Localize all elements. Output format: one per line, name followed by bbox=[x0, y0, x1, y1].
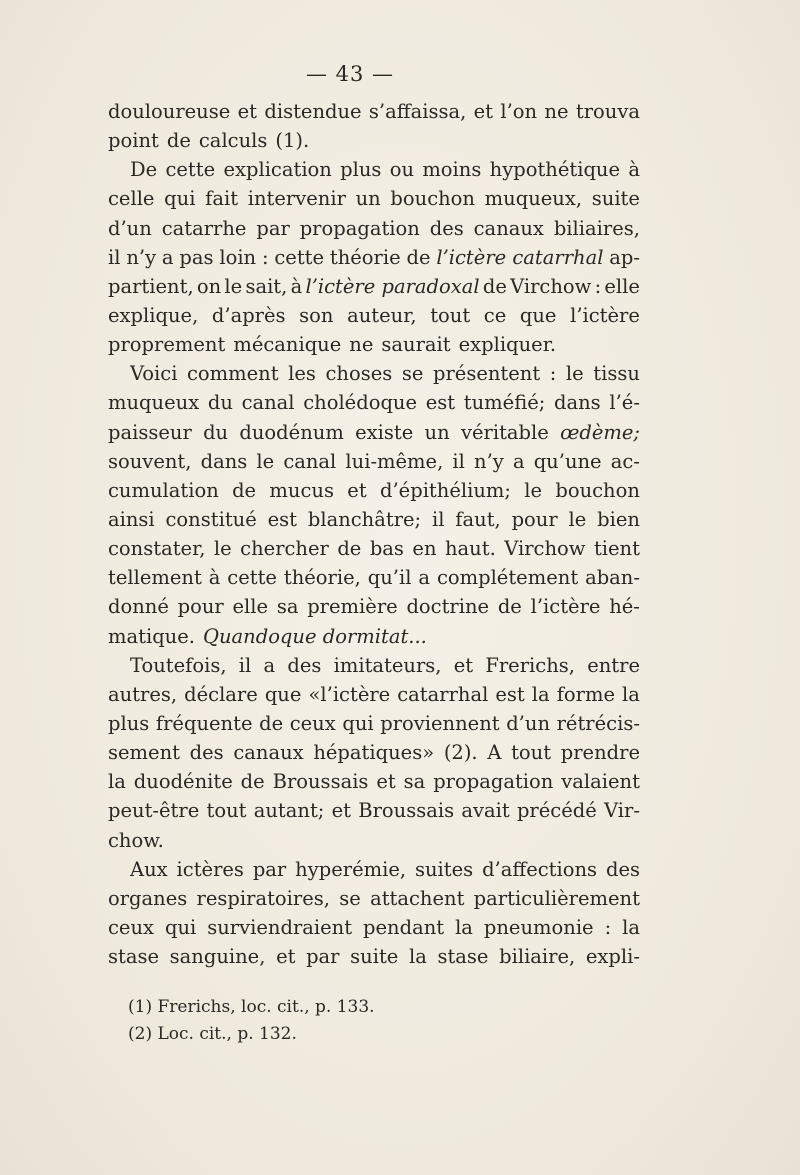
word: «l’ictère bbox=[308, 682, 391, 706]
word: et bbox=[331, 799, 351, 823]
word: chercher bbox=[240, 537, 329, 561]
word: du bbox=[207, 391, 233, 415]
word: qu’il bbox=[367, 566, 412, 590]
word: explication bbox=[223, 158, 332, 182]
word: d’épithélium; bbox=[379, 478, 511, 502]
word: des bbox=[287, 653, 322, 677]
word: n’y bbox=[126, 245, 157, 269]
word: tellement bbox=[108, 566, 202, 590]
word: point bbox=[108, 129, 159, 153]
word: catarrhe bbox=[161, 216, 247, 240]
word: (1). bbox=[275, 129, 310, 153]
word: hé- bbox=[609, 595, 640, 619]
word: Aux bbox=[130, 857, 168, 881]
word: imitateurs, bbox=[333, 653, 442, 677]
word: les bbox=[288, 362, 316, 386]
word: il bbox=[238, 653, 252, 677]
word: sa bbox=[403, 770, 426, 794]
word: son bbox=[299, 303, 334, 327]
word: ce bbox=[483, 303, 507, 327]
word: ne bbox=[544, 100, 569, 123]
word: qui bbox=[342, 711, 374, 735]
word: a bbox=[418, 566, 431, 590]
word: prendre bbox=[560, 741, 640, 765]
text-line bbox=[108, 330, 640, 359]
word: précédé bbox=[516, 799, 597, 823]
word: mucus bbox=[269, 478, 334, 502]
word: : bbox=[549, 362, 557, 386]
word: d’un bbox=[108, 216, 152, 240]
word: théorie bbox=[329, 245, 401, 269]
word: se bbox=[339, 886, 361, 910]
word: canaux bbox=[473, 216, 544, 240]
text-line bbox=[108, 942, 640, 971]
word: véritable bbox=[460, 420, 549, 444]
word: chow. bbox=[108, 828, 164, 852]
word: ceux bbox=[108, 915, 155, 939]
word: trouva bbox=[575, 100, 640, 123]
word: propagation bbox=[433, 770, 554, 794]
text-line bbox=[108, 680, 640, 709]
word: pour bbox=[511, 507, 558, 531]
word: présentent bbox=[432, 362, 541, 386]
text-line bbox=[108, 884, 640, 913]
word: celle bbox=[108, 187, 155, 211]
word: l’on bbox=[500, 100, 538, 123]
word: pneumonie bbox=[483, 915, 594, 939]
word: se bbox=[401, 362, 424, 386]
word: sa bbox=[276, 595, 299, 619]
word: Voici bbox=[130, 362, 178, 386]
text-line bbox=[108, 243, 640, 272]
text-line bbox=[108, 796, 640, 825]
word: s’affaissa, bbox=[368, 100, 467, 123]
word: le bbox=[256, 449, 275, 473]
word: qui bbox=[164, 915, 197, 939]
word: rétrécis- bbox=[556, 711, 640, 735]
word: de bbox=[337, 537, 362, 561]
word: le bbox=[565, 362, 584, 386]
word: ne bbox=[349, 333, 374, 357]
word: pour bbox=[177, 595, 224, 619]
word: l’ictère catarrhal bbox=[436, 245, 604, 269]
word: la bbox=[408, 945, 427, 969]
word: choses bbox=[325, 362, 393, 386]
word: distendue bbox=[264, 100, 362, 123]
word: biliaires, bbox=[553, 216, 640, 240]
word: cette bbox=[227, 566, 277, 590]
word: Frerichs, bbox=[485, 653, 575, 677]
word: a bbox=[263, 653, 276, 677]
word: (2). bbox=[443, 741, 478, 765]
word: doctrine bbox=[406, 595, 490, 619]
word: la bbox=[455, 915, 473, 939]
word: de bbox=[259, 711, 284, 735]
word: Broussais bbox=[272, 770, 369, 794]
word: tout bbox=[206, 799, 247, 823]
word: par bbox=[306, 945, 340, 969]
word: et bbox=[453, 653, 474, 677]
word: plus bbox=[108, 711, 150, 735]
word: catarrhal bbox=[397, 682, 489, 706]
word: plus bbox=[340, 158, 382, 182]
word: bien bbox=[597, 507, 640, 531]
word: qu’une bbox=[533, 449, 602, 473]
text-line bbox=[108, 534, 640, 563]
text-line bbox=[108, 563, 640, 592]
word: un bbox=[355, 187, 381, 211]
word: ictères bbox=[176, 857, 244, 881]
word: l’ictère paradoxal bbox=[305, 274, 480, 298]
word: intervenir bbox=[247, 187, 346, 211]
word: ap- bbox=[609, 245, 640, 269]
text-line bbox=[108, 301, 640, 330]
word: duodénum bbox=[239, 420, 344, 444]
word: hyperémie, bbox=[295, 857, 407, 881]
text-line bbox=[108, 184, 640, 213]
word: première bbox=[307, 595, 398, 619]
text-line bbox=[108, 97, 640, 126]
word: de bbox=[240, 770, 265, 794]
word: a bbox=[161, 245, 174, 269]
word: donné bbox=[108, 595, 169, 619]
word: explique, bbox=[108, 303, 199, 327]
word: que bbox=[264, 682, 302, 706]
word: Toutefois, bbox=[130, 653, 227, 677]
word: stase bbox=[437, 945, 489, 969]
word: d’un bbox=[506, 711, 551, 735]
word: pendant bbox=[363, 915, 445, 939]
word: bas bbox=[369, 537, 404, 561]
word: mécanique bbox=[233, 333, 342, 357]
word: tient bbox=[593, 537, 640, 561]
word: et bbox=[347, 478, 367, 502]
word: : bbox=[594, 274, 602, 298]
word: expliquer. bbox=[458, 333, 557, 357]
word: Broussais bbox=[358, 799, 455, 823]
text-line bbox=[108, 767, 640, 796]
word: douloureuse bbox=[108, 100, 231, 123]
word: sement bbox=[108, 741, 180, 765]
word: faut, bbox=[455, 507, 501, 531]
word: tout bbox=[430, 303, 471, 327]
word: du bbox=[203, 420, 229, 444]
footnote-1: (1) Frerichs, loc. cit., p. 133. bbox=[128, 997, 375, 1017]
word: constitué bbox=[165, 507, 257, 531]
word: autres, bbox=[108, 682, 178, 706]
word: la bbox=[622, 682, 640, 706]
text-line bbox=[108, 738, 640, 767]
word: la bbox=[108, 770, 126, 794]
text-line bbox=[108, 855, 640, 884]
word: respiratoires, bbox=[196, 886, 330, 910]
word: il bbox=[431, 507, 445, 531]
word: fait bbox=[205, 187, 239, 211]
word: d’affections bbox=[482, 857, 598, 881]
text-line bbox=[108, 214, 640, 243]
word: le bbox=[568, 507, 587, 531]
word: moins bbox=[422, 158, 482, 182]
word: tout bbox=[511, 741, 552, 765]
word: Virchow bbox=[504, 537, 586, 561]
word: ainsi bbox=[108, 507, 155, 531]
word: lui-même, bbox=[345, 449, 444, 473]
word: œdème; bbox=[560, 420, 640, 444]
text-line bbox=[108, 447, 640, 476]
footnote-2: (2) Loc. cit., p. 132. bbox=[128, 1024, 297, 1044]
word: muqueux bbox=[108, 391, 200, 415]
word: il bbox=[452, 449, 465, 473]
word: cette bbox=[165, 158, 216, 182]
word: de bbox=[406, 245, 431, 269]
word: tissu bbox=[593, 362, 640, 386]
word: Vir- bbox=[604, 799, 640, 823]
word: des bbox=[429, 216, 464, 240]
word: la bbox=[531, 682, 550, 706]
word: à bbox=[628, 158, 640, 182]
word: cumulation bbox=[108, 478, 219, 502]
word: le bbox=[524, 478, 543, 502]
word: auteur, bbox=[347, 303, 417, 327]
word: surviendraient bbox=[207, 915, 353, 939]
word: qui bbox=[164, 187, 196, 211]
word: saurait bbox=[381, 333, 451, 357]
word: en bbox=[412, 537, 437, 561]
word: propagation bbox=[299, 216, 420, 240]
text-line bbox=[108, 826, 640, 855]
word: l’é- bbox=[609, 391, 640, 415]
word: est bbox=[425, 391, 456, 415]
word: est bbox=[267, 507, 297, 531]
word: canaux bbox=[233, 741, 304, 765]
word: aban- bbox=[585, 566, 640, 590]
word: attachent bbox=[370, 886, 465, 910]
word: Quandoque dormitat... bbox=[202, 624, 427, 648]
word: de bbox=[482, 274, 507, 298]
word: suite bbox=[350, 945, 399, 969]
text-line bbox=[108, 505, 640, 534]
word: et bbox=[376, 770, 396, 794]
word: souvent, bbox=[108, 449, 192, 473]
word: un bbox=[424, 420, 450, 444]
word: a bbox=[512, 449, 525, 473]
text-line bbox=[108, 126, 640, 155]
word: elle bbox=[232, 595, 269, 619]
word: dans bbox=[553, 391, 601, 415]
word: complétement bbox=[436, 566, 579, 590]
text-line bbox=[108, 651, 640, 680]
word: n’y bbox=[474, 449, 504, 473]
text-line bbox=[108, 476, 640, 505]
word: tuméfié; bbox=[463, 391, 546, 415]
word: bouchon bbox=[555, 478, 640, 502]
word: existe bbox=[355, 420, 414, 444]
word: forme bbox=[556, 682, 615, 706]
text-line bbox=[108, 272, 640, 301]
word: : bbox=[604, 915, 612, 939]
word: loin bbox=[219, 245, 257, 269]
word: matique. bbox=[108, 624, 195, 648]
word: duodénite bbox=[133, 770, 233, 794]
word: et bbox=[473, 100, 494, 123]
word: pas bbox=[179, 245, 214, 269]
word: : bbox=[261, 245, 269, 269]
page-number: — 43 — bbox=[305, 62, 395, 86]
word: entre bbox=[587, 653, 640, 677]
word: particulièrement bbox=[473, 886, 640, 910]
word: A bbox=[487, 741, 502, 765]
word: Virchow bbox=[510, 274, 592, 298]
word: hépatiques» bbox=[313, 741, 435, 765]
word: suites bbox=[414, 857, 474, 881]
word: avait bbox=[461, 799, 510, 823]
word: le bbox=[213, 537, 232, 561]
word: haut. bbox=[445, 537, 496, 561]
word: on bbox=[196, 274, 222, 298]
word: cette bbox=[274, 245, 325, 269]
word: sait, bbox=[245, 274, 288, 298]
word: à bbox=[208, 566, 221, 590]
word: et bbox=[237, 100, 258, 123]
word: par bbox=[252, 857, 287, 881]
word: blanchâtre; bbox=[307, 507, 422, 531]
word: De bbox=[130, 158, 158, 182]
word: des bbox=[189, 741, 224, 765]
text-line bbox=[108, 155, 640, 184]
word: valaient bbox=[561, 770, 640, 794]
text-line bbox=[108, 388, 640, 417]
word: déclare bbox=[184, 682, 258, 706]
word: constater, bbox=[108, 537, 206, 561]
word: et bbox=[276, 945, 296, 969]
word: de bbox=[232, 478, 257, 502]
word: de bbox=[166, 129, 191, 153]
word: de bbox=[497, 595, 522, 619]
text-line bbox=[108, 592, 640, 621]
text-line bbox=[108, 709, 640, 738]
word: calculs bbox=[198, 129, 268, 153]
word: muqueux, bbox=[484, 187, 583, 211]
word: stase bbox=[108, 945, 160, 969]
word: expli- bbox=[585, 945, 640, 969]
word: hypothétique bbox=[489, 158, 621, 182]
word: proviennent bbox=[380, 711, 500, 735]
word: peut-être bbox=[108, 799, 200, 823]
word: paisseur bbox=[108, 420, 192, 444]
text-line bbox=[108, 359, 640, 388]
word: d’après bbox=[211, 303, 286, 327]
word: dans bbox=[200, 449, 248, 473]
word: par bbox=[256, 216, 290, 240]
word: proprement bbox=[108, 333, 226, 357]
word: la bbox=[622, 915, 640, 939]
word: cholédoque bbox=[303, 391, 418, 415]
word: bouchon bbox=[390, 187, 475, 211]
word: sanguine, bbox=[169, 945, 266, 969]
word: théorie, bbox=[283, 566, 361, 590]
word: est bbox=[495, 682, 525, 706]
text-line bbox=[108, 622, 640, 651]
body-text bbox=[108, 97, 640, 971]
text-line bbox=[108, 913, 640, 942]
word: le bbox=[224, 274, 243, 298]
word: partient, bbox=[108, 274, 194, 298]
word: ceux bbox=[289, 711, 336, 735]
word: fréquente bbox=[155, 711, 253, 735]
word: suite bbox=[591, 187, 640, 211]
word: que bbox=[519, 303, 557, 327]
word: comment bbox=[187, 362, 279, 386]
word: l’ictère bbox=[530, 595, 601, 619]
word: biliaire, bbox=[499, 945, 576, 969]
text-line bbox=[108, 418, 640, 447]
footnotes bbox=[128, 994, 375, 1048]
word: ac- bbox=[610, 449, 640, 473]
word: autant; bbox=[253, 799, 325, 823]
word: organes bbox=[108, 886, 188, 910]
word: il bbox=[108, 245, 121, 269]
word: des bbox=[605, 857, 640, 881]
word: à bbox=[290, 274, 303, 298]
word: ou bbox=[389, 158, 415, 182]
word: canal bbox=[241, 391, 295, 415]
word: canal bbox=[283, 449, 337, 473]
word: elle bbox=[604, 274, 640, 298]
word: l’ictère bbox=[570, 303, 640, 327]
